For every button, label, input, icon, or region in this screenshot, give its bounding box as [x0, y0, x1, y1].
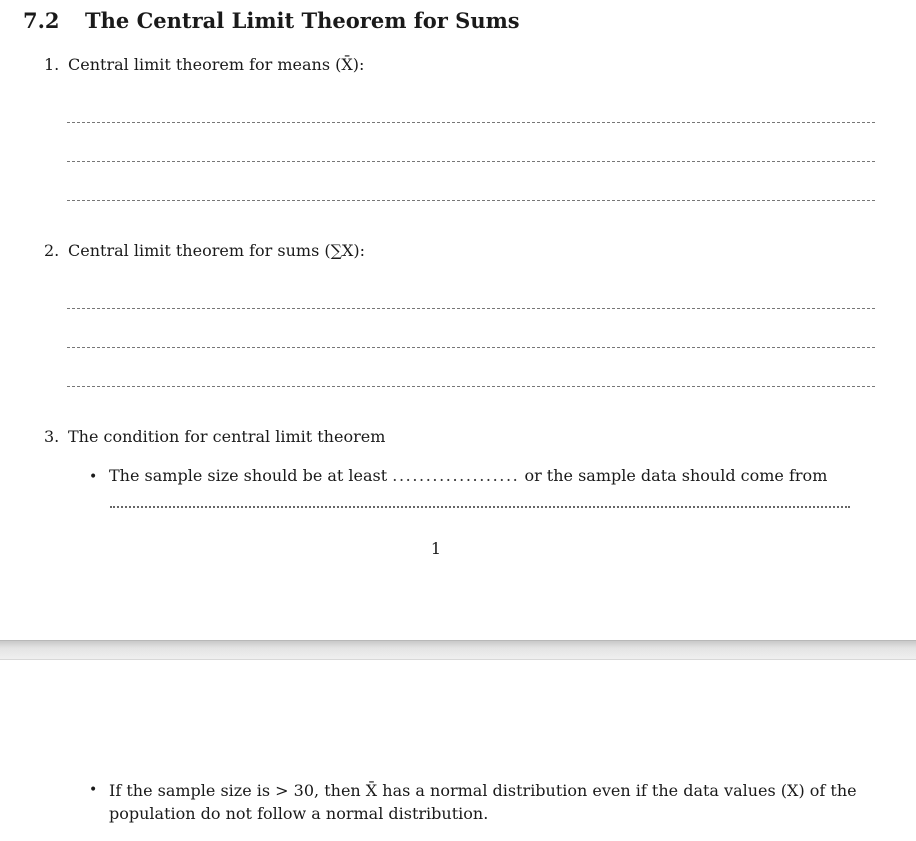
fill-in-line	[110, 506, 850, 508]
condition-text-before: The sample size should be at least	[109, 466, 388, 485]
section-heading	[23, 8, 520, 33]
answer-line	[67, 347, 875, 348]
question-text: Central limit theorem for sums (∑X):	[68, 241, 366, 260]
question-text: The condition for central limit theorem	[68, 427, 386, 446]
question-number: 1.	[44, 55, 60, 74]
question-2	[44, 241, 365, 260]
bullet-icon: •	[89, 782, 98, 798]
page-separator	[0, 640, 916, 660]
question-3	[44, 427, 385, 446]
condition-text-after: or the sample data should come from	[524, 466, 828, 485]
question-number: 2.	[44, 241, 60, 260]
section-title: The Central Limit Theorem for Sums	[85, 8, 520, 33]
question-1	[44, 55, 364, 74]
answer-line	[67, 200, 875, 201]
fill-in-blank: ...................	[392, 466, 520, 485]
bullet-icon: •	[89, 469, 98, 485]
answer-line	[67, 308, 875, 309]
answer-line	[67, 161, 875, 162]
answer-line	[67, 386, 875, 387]
answer-line	[67, 122, 875, 123]
condition-bullet	[89, 466, 827, 485]
page-number: 1	[430, 539, 442, 558]
bullet-text: If the sample size is > 30, then X̄ has a normal distribution even if the data values (X) of the population do not follow a normal distribution.	[109, 781, 857, 823]
section-number: 7.2	[23, 8, 60, 33]
question-text: Central limit theorem for means (X̄):	[68, 55, 365, 74]
question-number: 3.	[44, 427, 60, 446]
next-page-bullet	[89, 779, 869, 825]
